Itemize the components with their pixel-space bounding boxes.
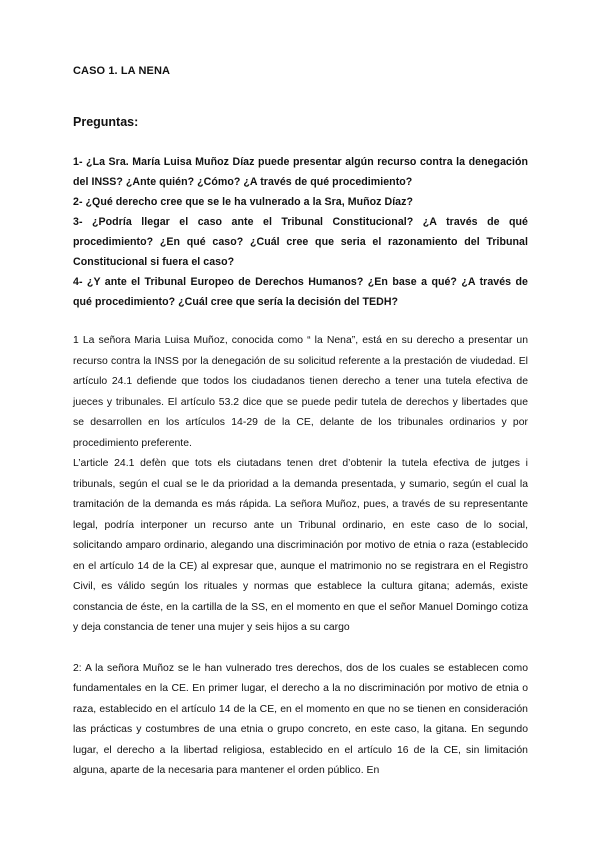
answer-2-paragraph: 2: A la señora Muñoz se le han vulnerado tres derechos, dos de los cuales se establecen como fundamentales en la CE. En primer lugar, el derecho a la no discriminación por motivo de etnia o raza, establecido en el artículo 14 de la CE, en el momento en que no se tienen en consideración las prácticas y costumbres de una etnia o grupo concreto, en este caso, la gitana. En segundo lugar, el derecho a la libertad religiosa, establecido en el artículo 16 de la CE, sin limitación alguna, aparte de la necesaria para mantener el orden público. En	[73, 662, 528, 776]
questions-list	[73, 152, 528, 312]
questions-heading: Preguntas:	[73, 115, 139, 129]
document-page	[73, 64, 528, 782]
question-4: 4- ¿Y ante el Tribunal Europeo de Derechos Humanos? ¿En base a qué? ¿A través de qué procedimiento? ¿Cuál cree que sería la decisión del TEDH?	[73, 276, 528, 308]
answer-1-paragraph: 1 La señora Maria Luisa Muñoz, conocida como “ la Nena”, está en su derecho a presentar un recurso contra la INSS por la denegación de su solicitud referente a la prestación de viudedad. El artículo 24.1 defiende que todos los ciudadanos tienen derecho a tener una tutela efectiva de jueces y tribunales. El artículo 53.2 dice que se puede pedir tutela de derechos y libertades que se desarrollen en los artículos 14-29 de la CE, delante de los tribunales ordinarios y por procedimiento preferente.	[73, 335, 528, 449]
answer-1-continuation: L’article 24.1 defèn que tots els ciutadans tenen dret d’obtenir la tutela efectiva de jutges i tribunals, según el cual se le da prioridad a la demanda presentada, y sumario, según el cual la tramitación de la demanda es más rápida. La señora Muñoz, pues, a través de su representante legal, podría interponer un recurso ante un Tribunal ordinario, en este caso de lo social, solicitando amparo ordinario, alegando una discriminación por motivo de etnia o raza (establecido en el artículo 14 de la CE) al expresar que, aunque el matrimonio no se registrara en el Registro Civil, es válido según los rituales y normas que establece la cultura gitana; además, existe constancia de éste, en la cartilla de la SS, en el momento en que el señor Manuel Domingo cotiza y deja constancia de tener una mujer y seis hijos a su cargo	[73, 458, 528, 633]
question-2: 2- ¿Qué derecho cree que se le ha vulnerado a la Sra, Muñoz Díaz?	[73, 196, 413, 208]
question-3: 3- ¿Podría llegar el caso ante el Tribunal Constitucional? ¿A través de qué procedimiento? ¿En qué caso? ¿Cuál cree que seria el razonamiento del Tribunal Constitucional si fuera el caso?	[73, 216, 528, 268]
case-title: CASO 1. LA NENA	[73, 65, 171, 77]
answers-section	[73, 331, 528, 782]
question-1: 1- ¿La Sra. María Luisa Muñoz Díaz puede presentar algún recurso contra la denegación del INSS? ¿Ante quién? ¿Cómo? ¿A través de qué procedimiento?	[73, 156, 528, 188]
